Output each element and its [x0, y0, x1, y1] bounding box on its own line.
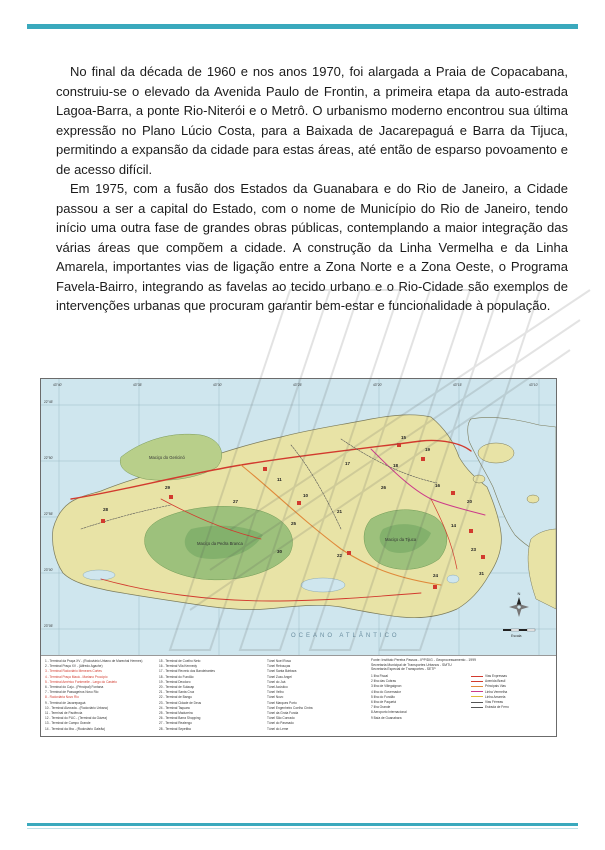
legend-item: 19 - Terminal Deodoro [159, 679, 191, 684]
legend-item: 12 - Terminal do PUC - (Terminal da Gávea) [45, 716, 108, 721]
legend-item: 9 Baía de Guanabara [371, 715, 402, 720]
map-number: 14 [451, 523, 457, 528]
legend-item: Túnel Noel Rosa [267, 659, 291, 663]
lon-label: 43°15' [453, 383, 462, 387]
legend-item: Túnel Acústico [267, 685, 288, 690]
legend-item: Vias Férreas [471, 700, 509, 705]
legend-item: 5 - Terminal Américo Fontenelle - Largo do Castelo [45, 679, 117, 684]
map-credits [371, 658, 476, 672]
legend-item: 26 - Terminal Barra Shopping [159, 716, 201, 721]
paragraph-1: No final da década de 1960 e nos anos 1970, foi alargada a Praia de Copacabana, construiu-se o elevado da Avenida Paulo de Frontin, a primeira etapa da auto-estrada Lagoa-Barra, a ponte Rio-Niterói e o Metrô. O urbanismo moderno encontrou sua última expressão no Plano Lúcio Costa, para a Baixada de Jacarepaguá e Barra da Tijuca, permitindo a expansão da cidade para estas áreas, até então de esparso povoamento e de acesso difícil. [56, 64, 568, 177]
map-number: 11 [277, 477, 282, 482]
map-figure [40, 378, 557, 737]
legend-item: Túnel do Leme [267, 726, 289, 731]
legend-item: 2 Ilha das Cobras [371, 679, 396, 684]
map-number: 21 [337, 509, 343, 514]
legend-item: Túnel Marques Porto [267, 700, 297, 705]
lon-label: 43°25' [293, 383, 302, 387]
legend-item: Túnel da Grota Funda [267, 711, 299, 716]
legend-item: Estrada de Ferro [471, 705, 509, 710]
bottom-rule-thin [27, 828, 578, 829]
credit-line: Secretaria Especial de Transportes - SETP [371, 667, 436, 672]
legend-item: Túnel Velho [267, 690, 284, 695]
map-number: 25 [291, 521, 297, 526]
lagoa-rodrigo-de-freitas [447, 575, 459, 583]
map-number: 27 [233, 499, 239, 504]
legend-item: 28 - Terminal Sepetiba [159, 726, 191, 731]
legend-item: Túnel Rebouças [267, 664, 291, 669]
credit-line: Fonte: Instituto Pereira Passos - IPP/DIG - Geoprocessamento - 1999 [371, 658, 476, 662]
legend-item: 15 - Terminal de Coelho Neto [159, 659, 201, 663]
map-number: 30 [277, 549, 283, 554]
map-number: 31 [479, 571, 485, 576]
lagoa-jacarepagua [301, 578, 345, 592]
north-label: N [517, 591, 521, 596]
region-label-gericino: Maciço do Gericinó [149, 455, 185, 460]
legend-item: 24 - Terminal Taquara [159, 705, 190, 710]
legend-item: Túnel Santa Bárbara [267, 669, 297, 674]
legend-col-terminals-b [159, 659, 215, 732]
legend-item: 20 - Terminal de Sulacap [159, 685, 195, 690]
map-number: 20 [467, 499, 473, 504]
lon-label: 43°30' [213, 383, 222, 387]
legend-item: 1 Ilha Fiscal [371, 674, 389, 678]
bottom-rule [27, 823, 578, 826]
legend-item: 14 - Terminal da Ilha - (Rodoviário Galeão) [45, 726, 106, 731]
legend-item: Túnel do Pasmado [267, 721, 294, 726]
map-number: 28 [103, 507, 109, 512]
legend-item: 7 Ilha Grande [371, 705, 391, 710]
legend-item: 23 - Terminal Cidade de Deus [159, 700, 202, 705]
lat-label: 22°55' [44, 512, 53, 516]
legend-item: Túnel do Joá [267, 679, 286, 684]
legend-item: Túnel São Conrado [267, 716, 295, 721]
legend-item: 13 - Terminal de Campo Grande [45, 721, 91, 726]
top-rule [27, 24, 578, 29]
paragraph-2: Em 1975, com a fusão dos Estados da Guanabara e do Rio de Janeiro, a Cidade passou a ser a capital do Estado, com o nome de Município do Rio de Janeiro, tendo início uma outra fase de grandes obras públicas, contemplando a maior integração das várias áreas que compõem a cidade. A construção da Linha Vermelha e da Linha Amarela, importantes vias de ligação entre a Zona Norte e a Zona Oeste, o Programa Favela-Bairro, integrando as favelas ao tecido urbano e o Rio-Cidade são exemplos de intervenções urbanas que procuram garantir bem-estar e funcionalidade à população. [56, 181, 568, 313]
map-legend [41, 655, 556, 737]
legend-item: Avenida Brasil [471, 679, 509, 684]
legend-item: 21 - Terminal Santa Cruz [159, 690, 195, 695]
legend-item: 4 - Terminal Praça Mauá - Mariano Procópio [45, 674, 108, 679]
map-number: 26 [381, 485, 387, 490]
north-arrow [509, 591, 529, 617]
ilha-governador [478, 443, 514, 463]
lon-label: 43°40' [53, 383, 62, 387]
legend-item: 7 - Terminal de Passageiros Novo Rio [45, 690, 99, 695]
legend-item: 3 Ilha de Villegaignon [371, 684, 402, 689]
map-number: 29 [165, 485, 171, 490]
sea-label: OCEANO ATLÂNTICO [291, 633, 400, 639]
legend-item: 18 - Terminal do Fundão [159, 674, 194, 679]
legend-item: 8 - Rodoviária Novo Rio [45, 695, 79, 700]
legend-item: Túnel Zuzu Angel [267, 674, 292, 679]
region-label-pedra-branca: Maciço da Pedra Branca [197, 541, 243, 546]
legend-item: Linha Amarela [471, 695, 509, 700]
legend-item: 10 - Terminal Alvorada - (Rodoviário Urbano) [45, 705, 109, 710]
legend-item: Túnel Engenheiro Coelho Cintra [267, 705, 313, 710]
credit-line: Secretaria Municipal de Transportes Urbanos - SMTU [371, 662, 452, 667]
map-number: 22 [337, 553, 343, 558]
map-number: 19 [425, 447, 431, 452]
legend-item: Principais Vias [471, 684, 509, 689]
legend-item: 2 - Terminal Praça XV - (Alfredo Agache) [45, 664, 103, 669]
legend-item: Túnel Novo [267, 695, 284, 700]
lon-label: 43°35' [133, 383, 142, 387]
lon-label: 43°10' [529, 383, 538, 387]
legend-col-roads [471, 674, 509, 710]
map-number: 23 [471, 547, 477, 552]
legend-col-islands [371, 674, 407, 721]
lat-label: 22°45' [44, 400, 53, 404]
legend-item: 16 - Terminal Vila Kennedy [159, 664, 197, 669]
ilha-fundao [473, 475, 485, 483]
map-number: 18 [393, 463, 399, 468]
legend-col-tunnels [267, 659, 313, 732]
legend-item: 22 - Terminal de Bangu [159, 695, 192, 700]
legend-item: 25 - Terminal Madureira [159, 711, 193, 716]
lon-label: 43°20' [373, 383, 382, 387]
article-body [56, 62, 568, 316]
lat-label: 23°00' [44, 568, 53, 572]
legend-item: Vias Expressas [471, 674, 509, 679]
legend-item: 11 - Terminal de Paciência [45, 711, 83, 716]
legend-item: 6 Ilha de Paquetá [371, 700, 396, 705]
scale-label: Escala [511, 634, 522, 638]
map-number: 17 [345, 461, 351, 466]
lat-label: 23°05' [44, 624, 53, 628]
map-number: 15 [401, 435, 407, 440]
legend-item: 27 - Terminal Realengo [159, 721, 192, 726]
lat-label: 22°50' [44, 456, 53, 460]
map-number: 10 [303, 493, 309, 498]
legend-item: 4 Ilha do Governador [371, 689, 401, 694]
map-number: 16 [435, 483, 441, 488]
legend-item: 6 - Terminal do Caju - (Principal) Fontana [45, 685, 104, 690]
legend-item: 17 - Terminal Recreio dos Bandeirantes [159, 669, 215, 674]
legend-item: 3 - Terminal Rodoviário Menezes Cortes [45, 669, 102, 674]
region-label-tijuca: Maciço da Tijuca [385, 537, 417, 542]
legend-item: Linha Vermelha [471, 690, 509, 695]
legend-item: 1 - Terminal da Praça XV - (Rodoviário Urbano de Marechal Hermes) [45, 659, 143, 663]
legend-item: 5 Ilha do Fundão [371, 694, 395, 699]
legend-col-terminals-a [45, 659, 142, 732]
legend-item: 8 Aeroporto Internacional [371, 710, 407, 715]
scale-bar [503, 629, 535, 638]
legend-item: 9 - Terminal de Jacarepaguá [45, 700, 86, 705]
map-number: 24 [433, 573, 439, 578]
